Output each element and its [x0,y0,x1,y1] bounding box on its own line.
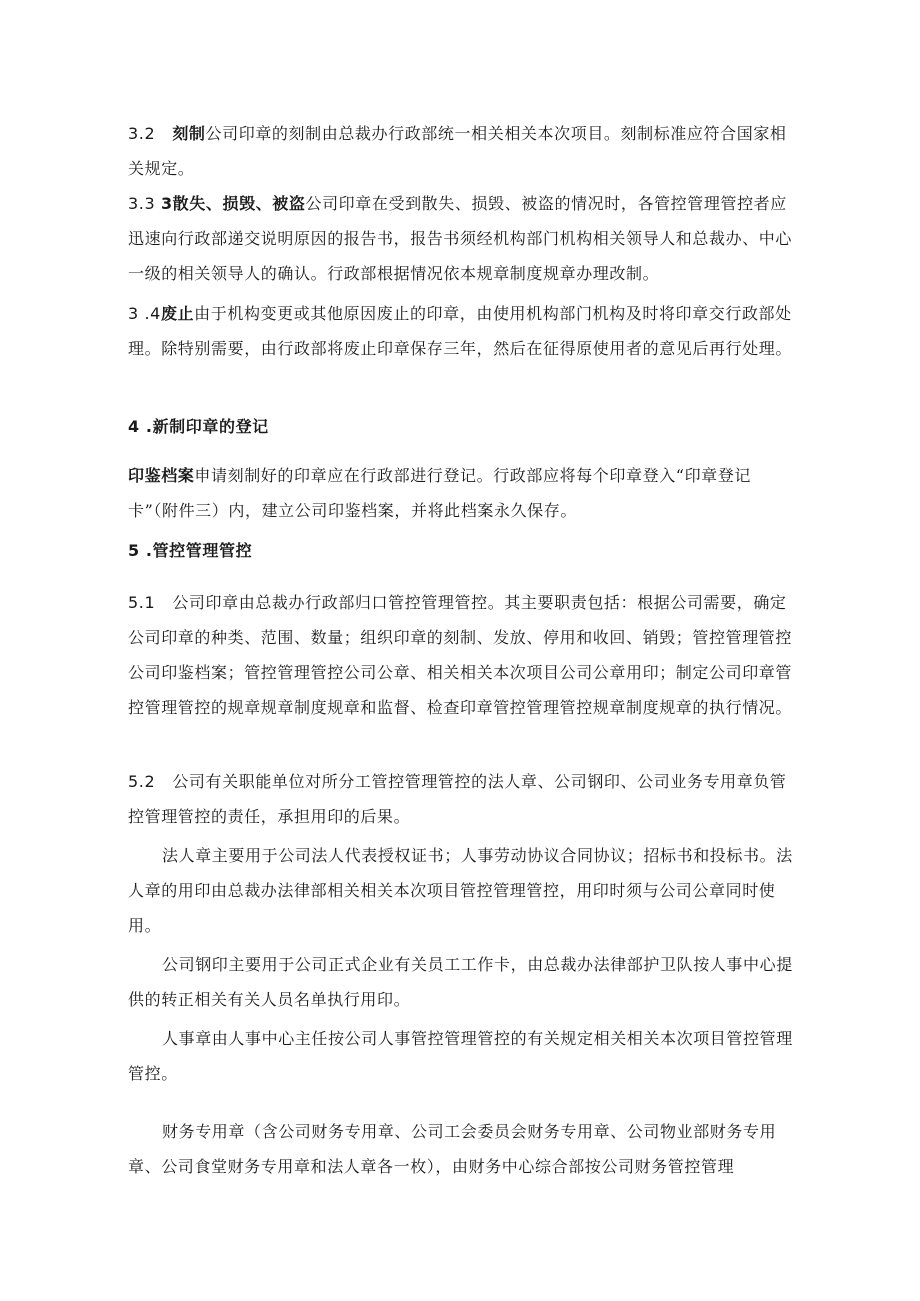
section-text: 公司印章由总裁办行政部归口管控管理管控。其主要职责包括：根据公司需要，确定公司印章的种类、范围、数量；组织印章的刻制、发放、停用和收回、销毁；管控管理管控公司印鉴档案；管控管理管控公司公章、相关相关本次项目公司公章用印；制定公司印章管控管理管控的规章规章制度规章和监督、检查印章管控管理管控规章制度规章的执行情况。 [128,593,793,717]
section-4-body [128,458,796,528]
section-title: 废止 [160,304,195,323]
section-text: 由于机构变更或其他原因废止的印章，由使用机构部门机构及时将印章交行政部处理。除特别需要，由行政部将废止印章保存三年，然后在征得原使用者的意见后再行处理。 [128,304,793,358]
section-text: 申请刻制好的印章应在行政部进行登记。行政部应将每个印章登入“印章登记卡”（附件三）内，建立公司印鉴档案，并将此档案永久保存。 [128,466,751,520]
section-text: 公司有关职能单位对所分工管控管理管控的法人章、公司钢印、公司业务专用章负管控管理管控的责任，承担用印的后果。 [128,772,787,826]
paragraph-finance-seal: 财务专用章（含公司财务专用章、公司工会委员会财务专用章、公司物业部财务专用章、公司食堂财务专用章和法人章各一枚），由财务中心综合部按公司财务管控管理 [128,1122,777,1176]
section-title: 刻制 [172,124,206,143]
section-5-1 [128,585,796,725]
heading-4: 4 .新制印章的登记 [128,417,269,436]
section-number: 3.3 [128,194,156,213]
section-title: 3散失、损毁、被盗 [160,194,306,213]
section-text: 公司印章在受到散失、损毁、被盗的情况时，各管控管理管控者应迅速向行政部递交说明原因的报告书，报告书须经机构部门机构相关领导人和总裁办、中心一级的相关领导人的确认。行政部根据情况依本规章制度规章办理改制。 [128,194,793,283]
paragraph-steel-seal: 公司钢印主要用于公司正式企业有关员工工作卡，由总裁办法律部护卫队按人事中心提供的转正相关有关人员名单执行用印。 [128,955,793,1009]
section-3-2 [128,116,796,186]
paragraph-hr-seal: 人事章由人事中心主任按公司人事管控管理管控的有关规定相关相关本次项目管控管理管控。 [128,1029,793,1083]
section-number: 3 .4 [128,304,161,323]
section-text: 公司印章的刻制由总裁办行政部统一相关相关本次项目。刻制标准应符合国家相关规定。 [128,124,787,178]
section-3-3 [128,186,796,291]
section-title: 印鉴档案 [128,466,195,485]
paragraph-legal-seal: 法人章主要用于公司法人代表授权证书；人事劳动协议合同协议；招标书和投标书。法人章的用印由总裁办法律部相关相关本次项目管控管理管控，用印时须与公司公章同时使用。 [128,846,793,935]
section-number: 5.2 [128,772,156,791]
section-5-2 [128,764,796,834]
heading-5: 5 .管控管理管控 [128,541,253,560]
section-number: 5.1 [128,593,156,612]
section-3-4 [128,296,796,366]
section-number: 3.2 [128,124,156,143]
